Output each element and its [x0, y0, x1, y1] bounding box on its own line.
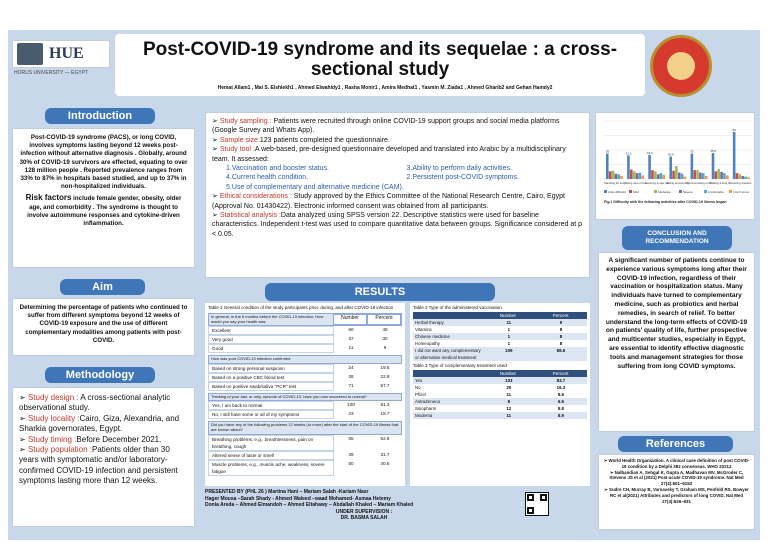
method-item: ➢ Study locality :Cairo, Giza, Alexandria, and Sharkia governorates, Egypt. [19, 413, 180, 434]
chart-bar [705, 176, 708, 179]
chart-data-label: 30.9 [667, 152, 674, 157]
chart-bar [651, 170, 654, 179]
table2-panel [410, 303, 590, 486]
chart-bar [669, 157, 672, 179]
table-cell-percent: 40.6 [380, 460, 390, 466]
introduction-panel [12, 128, 195, 268]
table-row [413, 391, 587, 398]
table1 [208, 313, 402, 476]
chart-bar [630, 170, 633, 179]
ethics-text: Study approved by the Ethics Committee of the National Research Centre, Cairo, Egypt (Approval No. 01430422). Electronic informed consent was obtained from all participants. [212, 193, 565, 210]
chart-bar [726, 175, 729, 179]
table-cell-percent: 31.7 [380, 451, 390, 457]
table2-caption: Table 2 Type of the administered vaccination [413, 305, 502, 310]
chart-bar [615, 174, 618, 179]
method-item: ➢ Study timing :Before December 2021. [19, 434, 162, 444]
table-cell-percent: 9.8 [557, 406, 564, 411]
qr-code [525, 492, 549, 516]
table3 [413, 370, 587, 419]
chart-data-label: 33.3 [646, 150, 653, 155]
chart-category-label: Being emotionally [666, 181, 690, 185]
university-logo [12, 40, 112, 82]
table-question: In general, in the 6 months before the COVID-19 infection: How would you say your health was [211, 314, 324, 324]
title-line-1: Post-COVID-19 syndrome and its sequelae : a cross- [142, 39, 618, 60]
reference-text: Nalbandian A, Sehgal K, Gupta A, Madhavan MV, McGroder C, Stevens JS et al (2021) Post-acute COVID-19 syndrome. Nat Med 27(4):601–6153 [609, 469, 744, 487]
chart-category-label: Concentrating on d [687, 181, 711, 185]
table-cell-label: Excellent [208, 326, 334, 335]
chart-legend-label: Severe [683, 190, 693, 194]
chart-category-label: Learning a new tas [645, 181, 669, 185]
table-row [413, 333, 587, 340]
table-cell-label: Herbal therapy [415, 320, 444, 325]
chart-category-label: Standing for long [603, 181, 626, 185]
conclusion-text: A significant number of patients continue to experience various symptoms long after their COVID-19 infection, regardless of their vaccination or hospitalization status. Many individuals have turned to complementary medicine, such as probiotics and herbal remedies, in search of relief. To better understand the long-term effects of COVID-19 on patients' quality of life, further prospective and multicenter studies, especially in Egypt, are essential to identify effective diagnostic tools and management strategies for those suffering from long COVID symptoms. [605, 257, 748, 370]
tool-item: 3.Ability to perform daily activities. [406, 165, 512, 173]
method-text: Before December 2021. [76, 434, 162, 444]
chart-legend-swatch [654, 190, 657, 193]
table-cell-label: Yes, I am back to normal [208, 401, 334, 410]
tool-item: 5.Use of complementary and alternative medicine (CAM). [226, 183, 404, 191]
chart-bar [657, 174, 660, 179]
chart-bar [660, 173, 663, 179]
chart-bar [639, 173, 642, 179]
presenters-names-1: Martina Hani – Mariam Salah -Kariam Nasr [268, 489, 369, 495]
reference-item: ➢ Nalbandian A, Sehgal K, Gupta A, Madhavan MV, McGroder C, Stevens JS et al (2021) Post-acute COVID-19 syndrome. Nat Med 27(4):601–6153 [609, 469, 744, 487]
table-cell-number: 1 [507, 327, 511, 332]
sampling-paragraph: ➢ Study sampling : Patients were recruited through online COVID-19 support groups and social media platforms (Google Survey and Whats App). [212, 118, 560, 135]
study-tool-paragraph: ➢ Study tool :A web-based, pre-designed questionnaire developed and translated into Arabic by a multidisciplinary team. It assessed: [212, 146, 566, 163]
chart-bar [723, 173, 726, 179]
chart-bar [741, 176, 744, 179]
table-cell-label: AstraZeneca [415, 399, 440, 404]
table-question: Thinking of your last, or only, episode of COVID-19, have you now recovered to normal? [211, 393, 367, 399]
method-label: Study timing : [27, 434, 77, 444]
references-panel [598, 454, 755, 530]
table-cell-label: Chinese medicine [415, 334, 450, 339]
title-line-2: sectional study [310, 59, 450, 80]
table-row [208, 451, 402, 460]
table-cell-label: Very good [208, 335, 334, 344]
chart-bar [636, 173, 639, 179]
table-cell-label: Muscle problems, e.g., muscle ache, weakness, severe fatigue [208, 460, 334, 476]
chart-bar [702, 173, 705, 179]
table-cell-label: Breathing problems, e.g., breathlessness, pain on breathing, cough [208, 435, 334, 451]
table-row [208, 335, 402, 344]
method-label: Study design : [27, 393, 79, 402]
table-column-header: Percent [367, 314, 401, 325]
methodology-panel [12, 387, 195, 527]
chart-bar [684, 177, 687, 179]
logo-emblem-icon [17, 43, 43, 65]
chart-bar [617, 174, 620, 179]
table-question-row [208, 421, 402, 434]
chart-data-label: 65 [732, 127, 736, 132]
table-row [413, 319, 587, 326]
ethics-paragraph: ➢ Ethical considerations : Study approved by the Ethics Committee of the National Research Centre, Cairo, Egypt (Approval No. 01430422). Electronic informed consent was obtained from all participants. [212, 193, 565, 210]
table-cell-number: 60 [348, 327, 354, 333]
authors-line: Hemat Allam1 , Mai S. Elshiekh1 , Ahmed Elwahidy1 , Rasha Monir1 , Amira Medhat1 , Yasmin M. Ziada1 , Ahmed Gharib2 and Gehan Hamdy2 [217, 85, 553, 91]
reference-item: ➢ Sudre CH, Murray B, Varsavsky T, Graham MS, Penfold RS, Bowyer RC et al(2021) Attributes and predictors of long COVID. Nat Med 27(4):626–631 [604, 486, 749, 504]
presenters-block [205, 489, 523, 535]
sampling-label: Study sampling : [219, 118, 272, 125]
table-cell-label: Yes [415, 378, 423, 383]
table-cell-label: Altered sense of taste or smell [208, 451, 334, 460]
chart-bar [641, 175, 644, 179]
chart-bar [720, 172, 723, 179]
presenters-names-3: Donia Areda – Ahmed Elmandoh – Ahmed Eltahawy – Abdallah Khaled – Mariam Khaled [205, 502, 414, 508]
presenters-label: PRESENTED BY (PHL 26 ) [205, 489, 267, 495]
seal-logo [650, 35, 712, 97]
table-cell-label: No, I still have some or all of my symptoms [208, 410, 334, 419]
method-item: ➢ Study design : A cross-sectional analytic observational study. [19, 393, 171, 413]
table1-panel [205, 303, 405, 486]
table-cell-label: Based on positive swab/saliva "PCR" test [208, 382, 334, 391]
chart-bar [648, 155, 651, 179]
table-cell-percent: 8 [559, 341, 563, 346]
table-row [413, 326, 587, 333]
statistics-label: Statistical analysis : [219, 212, 281, 220]
table-cell-percent: 16.3 [556, 385, 566, 390]
chart-data-label: 35.8 [710, 149, 717, 154]
table-row [413, 384, 587, 391]
table-cell-percent: 9 [383, 345, 387, 351]
reference-item: ➢ World Health Organization. A clinical case definition of post COVID-19 condition by a Delphi 382 consensus. WHO 20212 [603, 458, 750, 469]
table-row [413, 340, 587, 347]
table-row [413, 398, 587, 405]
table-cell-number: 50 [348, 460, 354, 466]
table-cell-percent: 49 [382, 327, 388, 333]
table-cell-percent: 9 [559, 320, 563, 325]
table-column-header: Number [499, 313, 517, 318]
table-column-header: Percent [552, 371, 569, 376]
sample-size-text: 123 patients completed the questionnaire. [259, 136, 390, 144]
risk-factors-label: Risk factors [25, 193, 72, 203]
table-cell-number: 11 [348, 345, 354, 351]
results-heading: RESULTS [265, 283, 495, 301]
table-row [413, 405, 587, 412]
method-label: Study locality : [27, 413, 80, 423]
chart-category-label: Walking a long dis [708, 181, 732, 185]
table-cell-percent: 19.5 [380, 364, 390, 370]
table-cell-number: 12 [506, 406, 512, 411]
table-cell-number: 11 [506, 413, 512, 418]
chart-bar [675, 166, 678, 179]
methods-center-panel [205, 112, 590, 278]
table-cell-percent: 52.8 [380, 435, 390, 441]
chart-bar [606, 154, 609, 179]
table-row [208, 401, 402, 410]
table-cell-percent: 6.5 [557, 399, 564, 404]
chart-bar [712, 153, 715, 179]
study-tool-label: Study tool : [219, 146, 255, 154]
table-cell-number: 39 [348, 451, 354, 457]
table-cell-label: Based on a positive CBC blood test [208, 373, 334, 382]
table-cell-label: Moderna [415, 413, 433, 418]
table-row [413, 377, 587, 384]
chart-bar [681, 174, 684, 179]
chart-bar [678, 173, 681, 179]
table-cell-number: 1 [507, 341, 511, 346]
table-question-row [208, 393, 402, 402]
chart-bar [693, 170, 696, 179]
tool-item: 2.Persistent post-COVID symptoms. [406, 174, 519, 182]
table-cell-label: Pfizer [415, 392, 427, 397]
chart-data-label: 35 [690, 149, 694, 154]
statistics-text: Data analyzed using SPSS version 22. Descriptive statistics were used for baseline characteristics. Independent t-test was used to compare quantitative data between groups. Significance considered at p < 0.05. [212, 212, 583, 238]
table2 [413, 312, 587, 361]
table-column-header [413, 370, 482, 377]
chart-legend-label: I don't know [733, 190, 749, 194]
chart-legend-label: Moderate [658, 190, 671, 194]
table-cell-label: Vitamins [415, 327, 432, 332]
chart-bar [744, 177, 747, 179]
table-row [208, 326, 402, 335]
method-item: ➢ Study population :Patients older than 30 years with symptomatic and/or laboratory-confirmed COVID-19 infection and persistent symptoms lasting more than 12 weeks. [19, 445, 178, 486]
table-cell-number: 1 [507, 334, 511, 339]
table1-caption: Table 1 General condition of the study participants prior, during, and after COVID-19 infection [208, 305, 394, 310]
table-cell-percent: 22.8 [380, 373, 390, 379]
chart-legend-swatch [629, 190, 632, 193]
table-cell-label: Sinopharm [415, 406, 437, 411]
table-cell-percent: 81.3 [380, 402, 390, 408]
tool-item: 4.Current health condition. [226, 174, 309, 182]
table-row [413, 412, 587, 419]
table-cell-number: 23 [348, 411, 354, 417]
chart-data-label: 35 [605, 149, 610, 154]
table-cell-label: Homeopathy [415, 341, 440, 346]
table-cell-label: Good [208, 344, 334, 353]
reference-text: Sudre CH, Murray B, Varsavsky T, Graham MS, Penfold RS, Bowyer RC et al(2021) Attributes and predictors of long COVID. Nat Med 27(4):626–631 [609, 486, 749, 504]
table-cell-percent: 57.7 [380, 382, 390, 388]
table-question-row [208, 313, 402, 326]
tool-item: 1.Vaccination and booster status. [226, 165, 329, 173]
table-cell-percent: 88.6 [556, 348, 566, 353]
table-cell-percent: 30 [382, 336, 388, 342]
risk-factors-paragraph [19, 194, 188, 228]
chart-bar [696, 170, 699, 179]
introduction-text: Post-COVID-19 syndrome (PACS), or long COVID, involves symptoms lasting beyond 12 weeks post-infection without alternative diagnosis . Globally, around 30% of COVID-19 survivors are effected, equating to over 128 million people . Reported prevalence ranges from 33% to 87% in hospitals based studied, and up to 37% in non-hospitalized individuals. [19, 134, 188, 191]
chart-legend-label: A lot/unable [708, 190, 724, 194]
chart-legend-swatch [704, 190, 707, 193]
chart-bar [717, 169, 720, 179]
sample-size-paragraph: ➢ Sample size:123 patients completed the questionnaire. [212, 136, 390, 144]
chart-legend-swatch [604, 190, 607, 193]
table-row [208, 344, 402, 353]
methodology-heading: Methodology [45, 367, 155, 383]
chart-bar [699, 173, 702, 179]
table-cell-percent: 8.9 [557, 392, 564, 397]
chart-bar [612, 171, 615, 179]
method-label: Study population : [27, 445, 92, 455]
chart-bar [715, 171, 718, 179]
table-header-row [413, 370, 587, 377]
table-row [208, 410, 402, 419]
chart-bar [733, 132, 736, 179]
presenters-names-2: Hager Mousa –Sarah Shady - Ahmed Waleed –waad Mohamed- Asmaa Hetemy [205, 495, 391, 502]
table-cell-label: I did not want any complementary or alternative medical treatment [415, 348, 481, 360]
table-row [208, 382, 402, 391]
logo-subtext: HORUS UNIVERSITY — EGYPT [14, 70, 89, 76]
table3-caption: Table 3 Type of complementary treatment used [413, 363, 507, 368]
method-text: Patients older than 30 years with symptomatic and/or laboratory-confirmed COVID-19 infection and persistent symptoms lasting more than 12 weeks. [19, 445, 178, 486]
chart-category-label: Getting dressed [731, 181, 752, 185]
aim-text: Determining the percentage of patients who continued to suffer from different symptoms beyond 12 weeks of COVID-19 exposure and the use of different complementary modalities among patients with post-COVID. [19, 304, 188, 344]
method-text: Cairo, Giza, Alexandria, and Sharkia governorates, Egypt. [19, 413, 180, 434]
study-tool-text: A web-based, pre-designed questionnaire developed and translated into Arabic by a multidisciplinary team. It assessed: [212, 146, 566, 163]
conclusion-heading: CONCLUSION AND RECOMMENDATION [622, 226, 732, 250]
chart-bar [620, 176, 623, 179]
chart-bar [736, 173, 739, 179]
table-row [208, 460, 402, 476]
chart-bar [609, 171, 612, 179]
table-column-header: Number [333, 314, 367, 325]
table-cell-percent: 8 [559, 334, 563, 339]
sampling-text: Patients were recruited through online COVID-19 support groups and social media platforms (Google Survey and Whats App). [212, 118, 560, 135]
table-question: Did you have any of the following problems 12 weeks (or more) after the start of the COVID-19 illness that are known about? [211, 422, 399, 432]
table-cell-number: 71 [348, 382, 354, 388]
chart-bar [663, 175, 666, 179]
chart-bar [627, 155, 630, 179]
table-column-header [413, 312, 482, 319]
chart-bar [672, 171, 675, 179]
table-row [208, 364, 402, 373]
chart-legend-label: Little difficulty [608, 190, 626, 194]
chart-bar [633, 171, 636, 179]
supervisor-name: DR. BASMA SALAH [340, 515, 388, 521]
aim-heading: Aim [60, 279, 145, 295]
table-column-header: Percent [552, 313, 569, 318]
table-cell-number: 11 [506, 392, 512, 397]
table-header-row [413, 312, 587, 319]
table-cell-number: 8 [507, 399, 511, 404]
table-cell-number: 11 [506, 320, 512, 325]
introduction-heading: Introduction [45, 108, 155, 124]
table-cell-number: 37 [348, 336, 354, 342]
statistics-paragraph: ➢ Statistical analysis :Data analyzed using SPSS version 22. Descriptive statistics were used for baseline characteristics. Independent t-test was used to compare quantitative data between groups. Significance considered at p < 0.05. [212, 212, 583, 238]
difficulty-bar-chart [596, 113, 756, 221]
chart-legend-swatch [729, 190, 732, 193]
table-cell-label: No [415, 385, 421, 390]
table-cell-percent: 8 [559, 327, 563, 332]
table-cell-number: 109 [505, 348, 513, 353]
table-row [208, 435, 402, 451]
supervision-label: UNDER SUPERVISION : [335, 508, 393, 515]
sample-size-label: Sample size: [219, 136, 260, 144]
table-column-header: Number [499, 371, 517, 376]
chart-panel [595, 112, 755, 220]
table-cell-number: 28 [348, 373, 354, 379]
references-heading: References [618, 436, 733, 452]
poster-title [120, 40, 640, 80]
table-cell-number: 24 [348, 364, 354, 370]
chart-bar [654, 171, 657, 179]
chart-legend-swatch [679, 190, 682, 193]
chart-caption: Fig.1 Difficulty with the following activities after COVID-19 illness began [604, 200, 727, 204]
logo-text: HUE [49, 45, 84, 62]
chart-category-label: Taking care of hou [624, 181, 648, 185]
table-row [208, 373, 402, 382]
table-cell-number: 65 [348, 435, 354, 441]
table-cell-number: 20 [506, 385, 512, 390]
tool-items [212, 164, 583, 183]
chart-legend-label: Mild [633, 190, 639, 194]
conclusion-panel [598, 252, 755, 432]
table-cell-percent: 8.9 [557, 413, 564, 418]
table-cell-number: 103 [505, 378, 513, 383]
chart-bar [691, 154, 694, 179]
table-cell-percent: 18.7 [380, 411, 390, 417]
aim-panel [12, 298, 195, 356]
reference-text: World Health Organization. A clinical case definition of post COVID-19 condition by a Delphi 382 consensus. WHO 20212 [608, 458, 750, 469]
chart-data-label: 32.5 [625, 151, 632, 156]
table-cell-number: 100 [347, 402, 355, 408]
chart-bar [747, 177, 750, 179]
table-question: How was your COVID-19 infection confirmed [211, 356, 291, 362]
table-question-row [208, 355, 402, 364]
risk-factors-text: include female gender, obesity, older age, and comorbidity . The syndrome is thought to involve autoimmune responses and cytokine-driven inflammation. [27, 195, 182, 228]
table-row [413, 347, 587, 361]
table-cell-label: Based on strong personal suspicion [208, 364, 334, 373]
ethics-label: Ethical considerations : [219, 193, 292, 201]
chart-bar [739, 174, 742, 179]
table-cell-percent: 83.7 [556, 378, 566, 383]
method-text: A cross-sectional analytic observational study. [19, 393, 171, 413]
